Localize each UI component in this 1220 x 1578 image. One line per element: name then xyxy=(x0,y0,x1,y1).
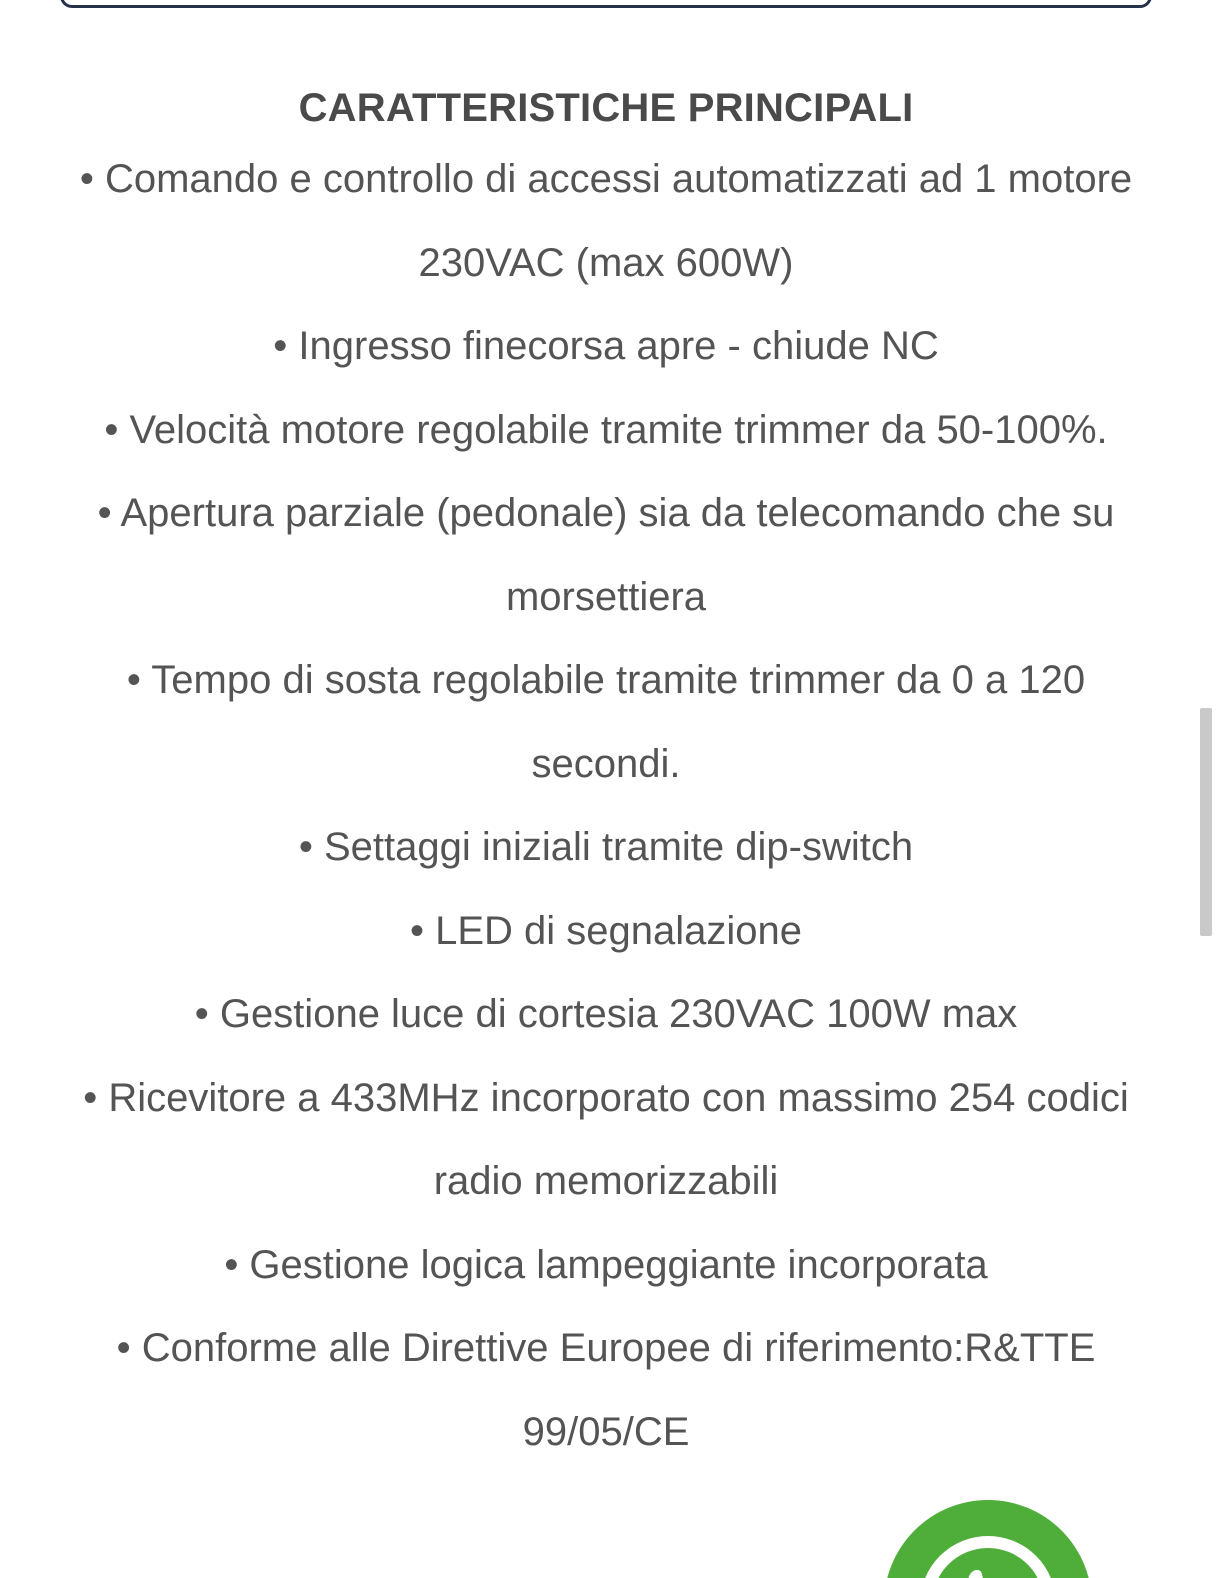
feature-item: • Apertura parziale (pedonale) sia da telecomando che su morsettiera xyxy=(97,491,1115,619)
feature-item: • Gestione logica lampeggiante incorporata xyxy=(224,1242,988,1287)
feature-item: • Comando e controllo di accessi automatizzati ad 1 motore 230VAC (max 600W) xyxy=(79,157,1133,285)
feature-item: • Settaggi iniziali tramite dip-switch xyxy=(298,825,914,869)
whatsapp-button[interactable] xyxy=(884,1500,1092,1578)
feature-item: • Gestione luce di cortesia 230VAC 100W max xyxy=(194,992,1018,1036)
feature-item: • Tempo di sosta regolabile tramite trimmer da 0 a 120 secondi. xyxy=(126,658,1086,786)
scrollbar-thumb[interactable] xyxy=(1200,708,1212,936)
whatsapp-icon xyxy=(884,1500,1092,1578)
feature-item: • Conforme alle Direttive Europee di riferimento:R&TTE 99/05/CE xyxy=(116,1326,1096,1454)
feature-item: • Ingresso finecorsa apre - chiude NC xyxy=(273,324,939,368)
features-section xyxy=(60,80,1152,1474)
feature-list xyxy=(60,138,1152,1474)
top-card-border xyxy=(60,0,1152,8)
feature-item: • Ricevitore a 433MHz incorporato con massimo 254 codici radio memorizzabili xyxy=(83,1075,1129,1203)
section-heading: CARATTERISTICHE PRINCIPALI xyxy=(298,86,914,130)
feature-item: • Velocità motore regolabile tramite trimmer da 50-100%. xyxy=(104,407,1108,452)
feature-item: • LED di segnalazione xyxy=(409,908,803,953)
